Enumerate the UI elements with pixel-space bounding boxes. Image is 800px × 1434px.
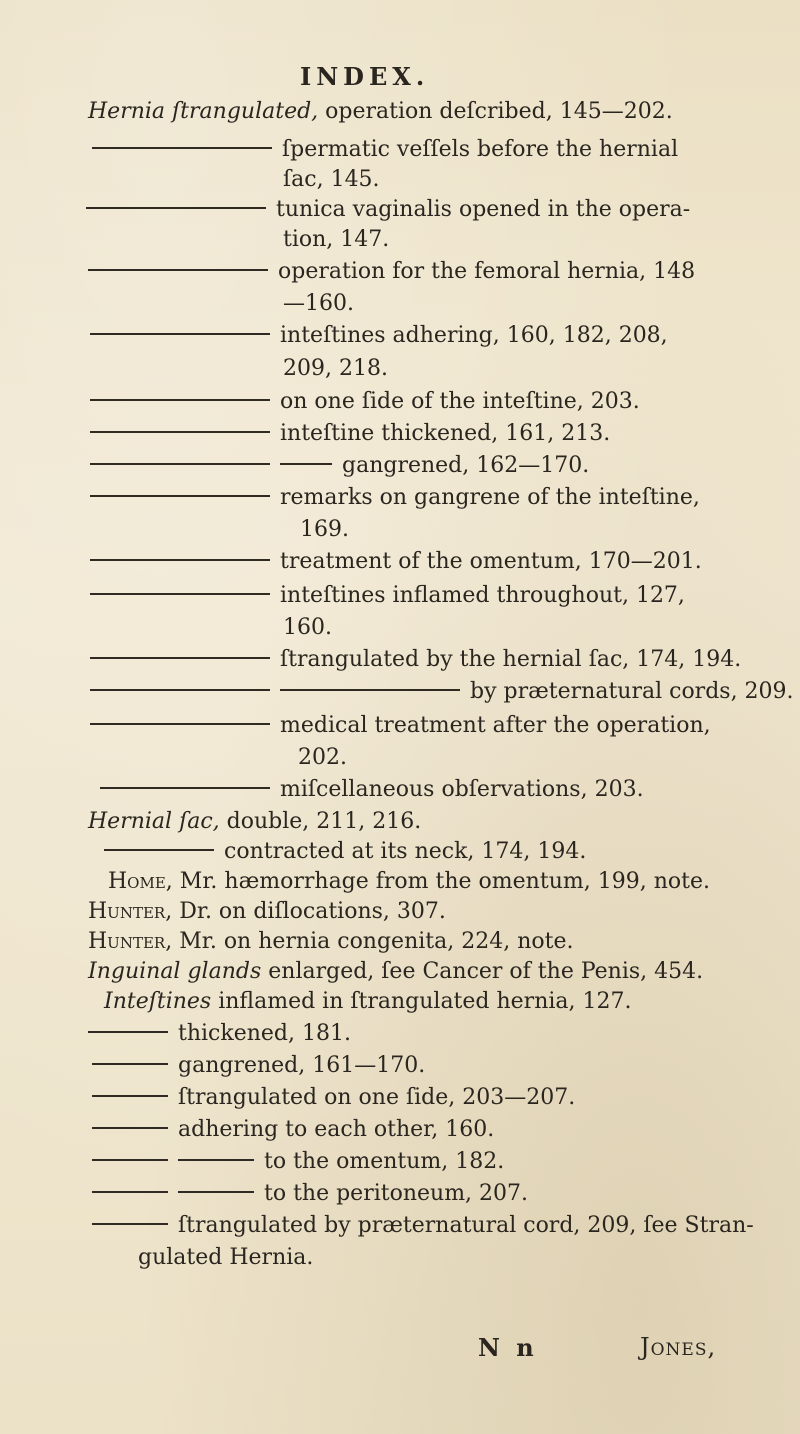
index-entry-continuation [283, 226, 389, 254]
ditto-dash [88, 1031, 168, 1033]
index-entry-continuation [283, 614, 332, 642]
index-entry [88, 898, 446, 926]
index-entry-continuation [283, 166, 380, 194]
entry-text: 160. [283, 615, 332, 640]
index-entry [88, 928, 573, 956]
entry-head: Hunter, [88, 929, 173, 954]
ditto-dash [90, 723, 270, 725]
entry-text: tion, 147. [283, 227, 390, 252]
catchword: Jones, [640, 1333, 717, 1361]
entry-text: ſtrangulated by the hernial ſac, 174, 194. [280, 647, 742, 672]
ditto-dash [90, 495, 270, 497]
entry-text: enlarged, ſee Cancer of the Penis, 454. [268, 959, 704, 984]
entry-text: contracted at its neck, 174, 194. [224, 839, 587, 864]
index-entry [88, 808, 421, 836]
index-entry-continuation [283, 290, 354, 318]
index-entry [92, 1116, 494, 1144]
entry-text: by præternatural cords, 209. [470, 679, 794, 704]
index-entry [104, 838, 586, 866]
ditto-dash [86, 207, 266, 209]
index-entry [90, 322, 668, 350]
index-entry [100, 776, 644, 804]
entry-text: 209, 218. [283, 356, 388, 381]
index-entry [104, 988, 632, 1016]
index-entry [90, 712, 711, 740]
entry-head: Hernial ſac, [88, 809, 220, 834]
entry-text: Mr. on hernia congenita, 224, note. [179, 929, 574, 954]
entry-text: medical treatment after the operation, [280, 713, 711, 738]
ditto-dash [92, 1127, 168, 1129]
signature-mark: N n [478, 1333, 538, 1362]
entry-text: inflamed in ſtrangulated hernia, 127. [218, 989, 632, 1014]
index-entry [90, 420, 610, 448]
ditto-dash [92, 1191, 168, 1193]
entry-text: operation deſcribed, 145—202. [325, 99, 673, 124]
entry-text: thickened, 181. [178, 1021, 351, 1046]
ditto-dash [92, 1095, 168, 1097]
ditto-dash [92, 1159, 168, 1161]
entry-text: 169. [300, 517, 349, 542]
index-entry [88, 958, 703, 986]
entry-text: to the peritoneum, 207. [264, 1181, 529, 1206]
entry-text: Dr. on diſlocations, 307. [179, 899, 446, 924]
entry-text: on one ſide of the inteſtine, 203. [280, 389, 640, 414]
entry-text: tunica vaginalis opened in the opera- [276, 197, 691, 222]
entry-text: treatment of the omentum, 170—201. [280, 549, 702, 574]
index-entry-continuation [138, 1244, 313, 1272]
index-entry [88, 258, 695, 286]
entry-text: 202. [298, 745, 347, 770]
entry-text: gangrened, 161—170. [178, 1053, 426, 1078]
ditto-dash [90, 559, 270, 561]
index-entry [92, 1180, 528, 1208]
index-entry-continuation [283, 355, 388, 383]
entry-text: gulated Hernia. [138, 1245, 314, 1270]
index-entry [88, 98, 673, 126]
ditto-dash [280, 463, 332, 465]
entry-text: inteſtine thickened, 161, 213. [280, 421, 611, 446]
ditto-dash [90, 463, 270, 465]
running-header: INDEX. [300, 62, 430, 91]
entry-text: gangrened, 162—170. [342, 453, 590, 478]
index-entry [90, 548, 702, 576]
entry-text: double, 211, 216. [226, 809, 422, 834]
entry-head: Inguinal glands [88, 959, 262, 984]
entry-text: Mr. hæmorrhage from the omentum, 199, note. [179, 869, 710, 894]
entry-text: remarks on gangrene of the inteſtine, [280, 485, 700, 510]
index-entry [92, 1052, 425, 1080]
index-entry [90, 452, 589, 480]
entry-text: adhering to each other, 160. [178, 1117, 495, 1142]
index-entry-continuation [300, 516, 349, 544]
ditto-dash [90, 657, 270, 659]
ditto-dash [90, 593, 270, 595]
entry-text: ſtrangulated by præternatural cord, 209, ſee Stran- [178, 1213, 754, 1238]
entry-text: miſcellaneous obſervations, 203. [280, 777, 644, 802]
ditto-dash [92, 147, 272, 149]
entry-text: —160. [283, 291, 354, 316]
entry-text: ſpermatic veſſels before the hernial [282, 137, 679, 162]
ditto-dash [100, 787, 270, 789]
entry-head: Home, [108, 869, 173, 894]
index-entry-continuation [298, 744, 347, 772]
index-entry [92, 136, 678, 164]
ditto-dash [90, 689, 270, 691]
entry-text: operation for the femoral hernia, 148 [278, 259, 696, 284]
index-entry [90, 646, 741, 674]
entry-text: inteſtines adhering, 160, 182, 208, [280, 323, 668, 348]
ditto-dash [90, 333, 270, 335]
ditto-dash [104, 849, 214, 851]
entry-text: ſtrangulated on one ſide, 203—207. [178, 1085, 576, 1110]
index-entry [88, 1020, 351, 1048]
entry-text: ſac, 145. [283, 167, 380, 192]
index-entry [90, 582, 685, 610]
entry-head: Hernia ſtrangulated, [88, 99, 319, 124]
index-entry [92, 1084, 575, 1112]
entry-head: Hunter, [88, 899, 173, 924]
index-entry [90, 678, 794, 706]
ditto-dash [90, 399, 270, 401]
ditto-dash [280, 689, 460, 691]
ditto-dash [92, 1063, 168, 1065]
ditto-dash [92, 1223, 168, 1225]
ditto-dash [90, 431, 270, 433]
ditto-dash [178, 1191, 254, 1193]
entry-head: Inteſtines [104, 989, 212, 1014]
index-entry [92, 1148, 504, 1176]
entry-text: to the omentum, 182. [264, 1149, 505, 1174]
index-entry [90, 484, 700, 512]
index-entry [92, 1212, 754, 1240]
entry-text: inteſtines inflamed throughout, 127, [280, 583, 685, 608]
ditto-dash [88, 269, 268, 271]
index-entry [86, 196, 690, 224]
ditto-dash [178, 1159, 254, 1161]
index-entry [108, 868, 710, 896]
index-entry [90, 388, 640, 416]
